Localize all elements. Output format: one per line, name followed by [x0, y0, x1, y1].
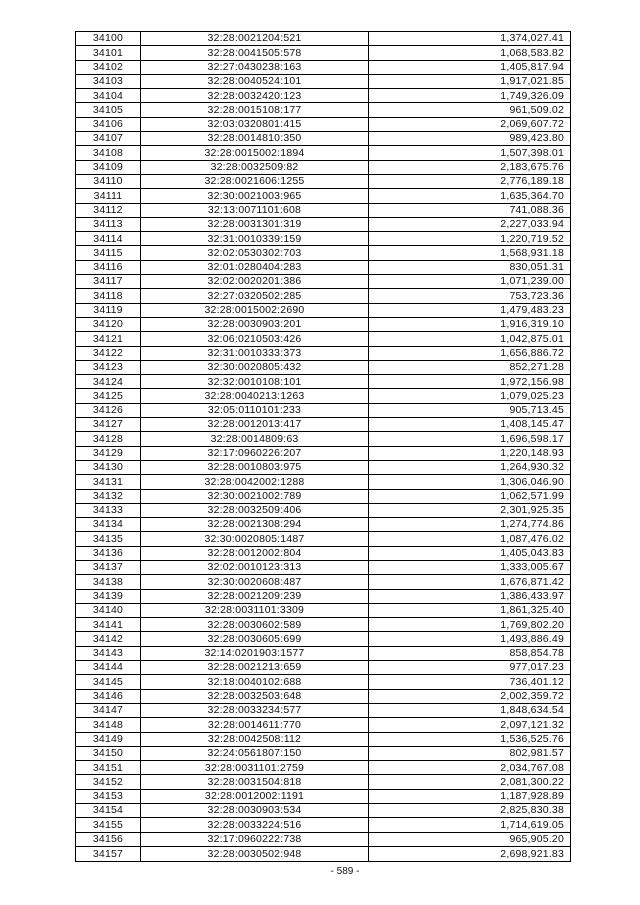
table-row: [76, 418, 571, 432]
table-row: [76, 89, 571, 103]
id-cell: 34124: [76, 375, 141, 389]
table-row: [76, 174, 571, 188]
amount-cell: 2,183,675.76: [369, 160, 571, 174]
amount-cell: 2,034,767.08: [369, 761, 571, 775]
code-cell: 32:28:0042508:112: [141, 732, 369, 746]
code-cell: 32:28:0012002:1191: [141, 789, 369, 803]
amount-cell: 1,386,433.97: [369, 589, 571, 603]
table-body: [76, 32, 571, 862]
id-cell: 34104: [76, 89, 141, 103]
amount-cell: 1,264,930.32: [369, 460, 571, 474]
amount-cell: 1,848,634.54: [369, 703, 571, 717]
code-cell: 32:18:0040102:688: [141, 675, 369, 689]
amount-cell: 1,769,802.20: [369, 618, 571, 632]
amount-cell: 1,062,571.99: [369, 489, 571, 503]
code-cell: 32:28:0030605:699: [141, 632, 369, 646]
code-cell: 32:28:0031301:319: [141, 217, 369, 231]
amount-cell: 1,220,148.93: [369, 446, 571, 460]
id-cell: 34140: [76, 603, 141, 617]
table-row: [76, 232, 571, 246]
id-cell: 34143: [76, 646, 141, 660]
table-row: [76, 546, 571, 560]
code-cell: 32:28:0015108:177: [141, 103, 369, 117]
amount-cell: 1,042,875.01: [369, 332, 571, 346]
code-cell: 32:28:0014810:350: [141, 132, 369, 146]
code-cell: 32:28:0031101:2759: [141, 761, 369, 775]
id-cell: 34119: [76, 303, 141, 317]
code-cell: 32:17:0960222:738: [141, 832, 369, 846]
table-row: [76, 132, 571, 146]
id-cell: 34118: [76, 289, 141, 303]
table-row: [76, 703, 571, 717]
id-cell: 34154: [76, 804, 141, 818]
amount-cell: 1,374,027.41: [369, 32, 571, 46]
amount-cell: 1,068,583.82: [369, 46, 571, 60]
table-row: [76, 446, 571, 460]
table-row: [76, 775, 571, 789]
code-cell: 32:30:0021002:789: [141, 489, 369, 503]
code-cell: 32:28:0015002:1894: [141, 146, 369, 160]
table-row: [76, 60, 571, 74]
id-cell: 34108: [76, 146, 141, 160]
amount-cell: 2,698,921.83: [369, 846, 571, 861]
code-cell: 32:06:0210503:426: [141, 332, 369, 346]
amount-cell: 961,509.02: [369, 103, 571, 117]
id-cell: 34106: [76, 117, 141, 131]
code-cell: 32:28:0021213:659: [141, 661, 369, 675]
amount-cell: 1,749,326.09: [369, 89, 571, 103]
id-cell: 34144: [76, 661, 141, 675]
amount-cell: 741,088.36: [369, 203, 571, 217]
amount-cell: 989,423.80: [369, 132, 571, 146]
code-cell: 32:27:0430238:163: [141, 60, 369, 74]
id-cell: 34147: [76, 703, 141, 717]
amount-cell: 1,071,239.00: [369, 275, 571, 289]
code-cell: 32:28:0041505:578: [141, 46, 369, 60]
table-row: [76, 689, 571, 703]
id-cell: 34112: [76, 203, 141, 217]
amount-cell: 2,081,300.22: [369, 775, 571, 789]
table-row: [76, 518, 571, 532]
code-cell: 32:30:0020805:432: [141, 360, 369, 374]
code-cell: 32:28:0021308:294: [141, 518, 369, 532]
table-row: [76, 117, 571, 131]
table-row: [76, 560, 571, 574]
code-cell: 32:28:0042002:1288: [141, 475, 369, 489]
table-row: [76, 203, 571, 217]
id-cell: 34142: [76, 632, 141, 646]
table-row: [76, 275, 571, 289]
amount-cell: 1,972,156.98: [369, 375, 571, 389]
amount-cell: 1,087,476.02: [369, 532, 571, 546]
id-cell: 34101: [76, 46, 141, 60]
id-cell: 34125: [76, 389, 141, 403]
code-cell: 32:28:0031101:3309: [141, 603, 369, 617]
code-cell: 32:28:0012002:804: [141, 546, 369, 560]
table-row: [76, 761, 571, 775]
code-cell: 32:13:0071101:608: [141, 203, 369, 217]
code-cell: 32:28:0032509:82: [141, 160, 369, 174]
code-cell: 32:28:0032509:406: [141, 503, 369, 517]
id-cell: 34155: [76, 818, 141, 832]
code-cell: 32:28:0014611:770: [141, 718, 369, 732]
id-cell: 34103: [76, 74, 141, 88]
code-cell: 32:31:0010333:373: [141, 346, 369, 360]
amount-cell: 2,227,033.94: [369, 217, 571, 231]
table-row: [76, 460, 571, 474]
table-row: [76, 146, 571, 160]
table-row: [76, 632, 571, 646]
id-cell: 34145: [76, 675, 141, 689]
code-cell: 32:28:0021209:239: [141, 589, 369, 603]
page-number: - 589 -: [330, 866, 360, 877]
amount-cell: 753,723.36: [369, 289, 571, 303]
table-row: [76, 746, 571, 760]
amount-cell: 830,051.31: [369, 260, 571, 274]
id-cell: 34129: [76, 446, 141, 460]
table-row: [76, 103, 571, 117]
id-cell: 34122: [76, 346, 141, 360]
table-row: [76, 74, 571, 88]
amount-cell: 852,271.28: [369, 360, 571, 374]
code-cell: 32:30:0021003:965: [141, 189, 369, 203]
table-row: [76, 46, 571, 60]
amount-cell: 2,069,607.72: [369, 117, 571, 131]
table-row: [76, 332, 571, 346]
code-cell: 32:28:0040524:101: [141, 74, 369, 88]
code-cell: 32:28:0033234:577: [141, 703, 369, 717]
amount-cell: 1,408,145.47: [369, 418, 571, 432]
id-cell: 34149: [76, 732, 141, 746]
table-row: [76, 589, 571, 603]
amount-cell: 1,536,525.76: [369, 732, 571, 746]
id-cell: 34132: [76, 489, 141, 503]
code-cell: 32:24:0561807:150: [141, 746, 369, 760]
table-row: [76, 618, 571, 632]
table-row: [76, 789, 571, 803]
table-row: [76, 189, 571, 203]
amount-cell: 1,187,928.89: [369, 789, 571, 803]
amount-cell: 905,713.45: [369, 403, 571, 417]
amount-cell: 1,568,931.18: [369, 246, 571, 260]
table-row: [76, 375, 571, 389]
table-row: [76, 832, 571, 846]
id-cell: 34120: [76, 317, 141, 331]
table-row: [76, 646, 571, 660]
amount-cell: 1,333,005.67: [369, 560, 571, 574]
amount-cell: 1,306,046.90: [369, 475, 571, 489]
id-cell: 34123: [76, 360, 141, 374]
table-row: [76, 489, 571, 503]
code-cell: 32:30:0020805:1487: [141, 532, 369, 546]
table-row: [76, 160, 571, 174]
id-cell: 34138: [76, 575, 141, 589]
id-cell: 34114: [76, 232, 141, 246]
code-cell: 32:17:0960226:207: [141, 446, 369, 460]
id-cell: 34137: [76, 560, 141, 574]
amount-cell: 2,825,830.38: [369, 804, 571, 818]
amount-cell: 1,635,364.70: [369, 189, 571, 203]
table-row: [76, 346, 571, 360]
table-row: [76, 432, 571, 446]
code-cell: 32:28:0010803:975: [141, 460, 369, 474]
table-row: [76, 675, 571, 689]
table-row: [76, 389, 571, 403]
id-cell: 34135: [76, 532, 141, 546]
code-cell: 32:02:0530302:703: [141, 246, 369, 260]
id-cell: 34102: [76, 60, 141, 74]
code-cell: 32:02:0010123:313: [141, 560, 369, 574]
table-row: [76, 403, 571, 417]
id-cell: 34109: [76, 160, 141, 174]
table-row: [76, 732, 571, 746]
code-cell: 32:28:0030602:589: [141, 618, 369, 632]
id-cell: 34148: [76, 718, 141, 732]
id-cell: 34136: [76, 546, 141, 560]
code-cell: 32:28:0033224:516: [141, 818, 369, 832]
amount-cell: 1,656,886.72: [369, 346, 571, 360]
amount-cell: 1,079,025.23: [369, 389, 571, 403]
amount-cell: 965,905.20: [369, 832, 571, 846]
table-row: [76, 818, 571, 832]
table-row: [76, 532, 571, 546]
id-cell: 34128: [76, 432, 141, 446]
table-row: [76, 360, 571, 374]
amount-cell: 1,405,043.83: [369, 546, 571, 560]
amount-cell: 1,916,319.10: [369, 317, 571, 331]
id-cell: 34126: [76, 403, 141, 417]
amount-cell: 1,696,598.17: [369, 432, 571, 446]
code-cell: 32:28:0014809:63: [141, 432, 369, 446]
code-cell: 32:28:0012013:417: [141, 418, 369, 432]
amount-cell: 1,861,325.40: [369, 603, 571, 617]
amount-cell: 977,017.23: [369, 661, 571, 675]
table-row: [76, 603, 571, 617]
code-cell: 32:14:0201903:1577: [141, 646, 369, 660]
code-cell: 32:01:0280404:283: [141, 260, 369, 274]
code-cell: 32:28:0030903:534: [141, 804, 369, 818]
table-row: [76, 246, 571, 260]
table-row: [76, 217, 571, 231]
id-cell: 34117: [76, 275, 141, 289]
table-row: [76, 317, 571, 331]
amount-cell: 1,507,398.01: [369, 146, 571, 160]
id-cell: 34130: [76, 460, 141, 474]
code-cell: 32:28:0021606:1255: [141, 174, 369, 188]
code-cell: 32:28:0030903:201: [141, 317, 369, 331]
table-row: [76, 503, 571, 517]
id-cell: 34141: [76, 618, 141, 632]
amount-cell: 1,917,021.85: [369, 74, 571, 88]
amount-cell: 802,981.57: [369, 746, 571, 760]
amount-cell: 1,714,619.05: [369, 818, 571, 832]
amount-cell: 1,405,817.94: [369, 60, 571, 74]
code-cell: 32:03:0320801:415: [141, 117, 369, 131]
table-row: [76, 260, 571, 274]
data-table: [75, 31, 571, 862]
table-row: [76, 303, 571, 317]
id-cell: 34110: [76, 174, 141, 188]
id-cell: 34133: [76, 503, 141, 517]
code-cell: 32:28:0015002:2690: [141, 303, 369, 317]
code-cell: 32:28:0021204:521: [141, 32, 369, 46]
code-cell: 32:28:0032420:123: [141, 89, 369, 103]
code-cell: 32:28:0032503:648: [141, 689, 369, 703]
id-cell: 34127: [76, 418, 141, 432]
id-cell: 34156: [76, 832, 141, 846]
id-cell: 34151: [76, 761, 141, 775]
id-cell: 34121: [76, 332, 141, 346]
table-row: [76, 846, 571, 861]
table-row: [76, 661, 571, 675]
id-cell: 34139: [76, 589, 141, 603]
code-cell: 32:27:0320502:285: [141, 289, 369, 303]
table-row: [76, 718, 571, 732]
amount-cell: 2,776,189.18: [369, 174, 571, 188]
id-cell: 34150: [76, 746, 141, 760]
amount-cell: 1,220,719.52: [369, 232, 571, 246]
code-cell: 32:28:0030502:948: [141, 846, 369, 861]
id-cell: 34113: [76, 217, 141, 231]
amount-cell: 2,301,925.35: [369, 503, 571, 517]
id-cell: 34157: [76, 846, 141, 861]
amount-cell: 1,676,871.42: [369, 575, 571, 589]
code-cell: 32:32:0010108:101: [141, 375, 369, 389]
amount-cell: 1,274,774.86: [369, 518, 571, 532]
code-cell: 32:28:0031504:818: [141, 775, 369, 789]
amount-cell: 2,097,121.32: [369, 718, 571, 732]
code-cell: 32:31:0010339:159: [141, 232, 369, 246]
id-cell: 34153: [76, 789, 141, 803]
code-cell: 32:30:0020608:487: [141, 575, 369, 589]
id-cell: 34131: [76, 475, 141, 489]
id-cell: 34100: [76, 32, 141, 46]
table-row: [76, 32, 571, 46]
table-row: [76, 289, 571, 303]
id-cell: 34116: [76, 260, 141, 274]
amount-cell: 2,002,359.72: [369, 689, 571, 703]
id-cell: 34134: [76, 518, 141, 532]
id-cell: 34115: [76, 246, 141, 260]
amount-cell: 736,401.12: [369, 675, 571, 689]
code-cell: 32:28:0040213:1263: [141, 389, 369, 403]
id-cell: 34105: [76, 103, 141, 117]
id-cell: 34152: [76, 775, 141, 789]
amount-cell: 1,479,483.23: [369, 303, 571, 317]
amount-cell: 1,493,886.49: [369, 632, 571, 646]
table-row: [76, 804, 571, 818]
code-cell: 32:02:0020201:386: [141, 275, 369, 289]
code-cell: 32:05:0110101:233: [141, 403, 369, 417]
table-row: [76, 575, 571, 589]
id-cell: 34146: [76, 689, 141, 703]
id-cell: 34107: [76, 132, 141, 146]
amount-cell: 858,854.78: [369, 646, 571, 660]
table-row: [76, 475, 571, 489]
id-cell: 34111: [76, 189, 141, 203]
